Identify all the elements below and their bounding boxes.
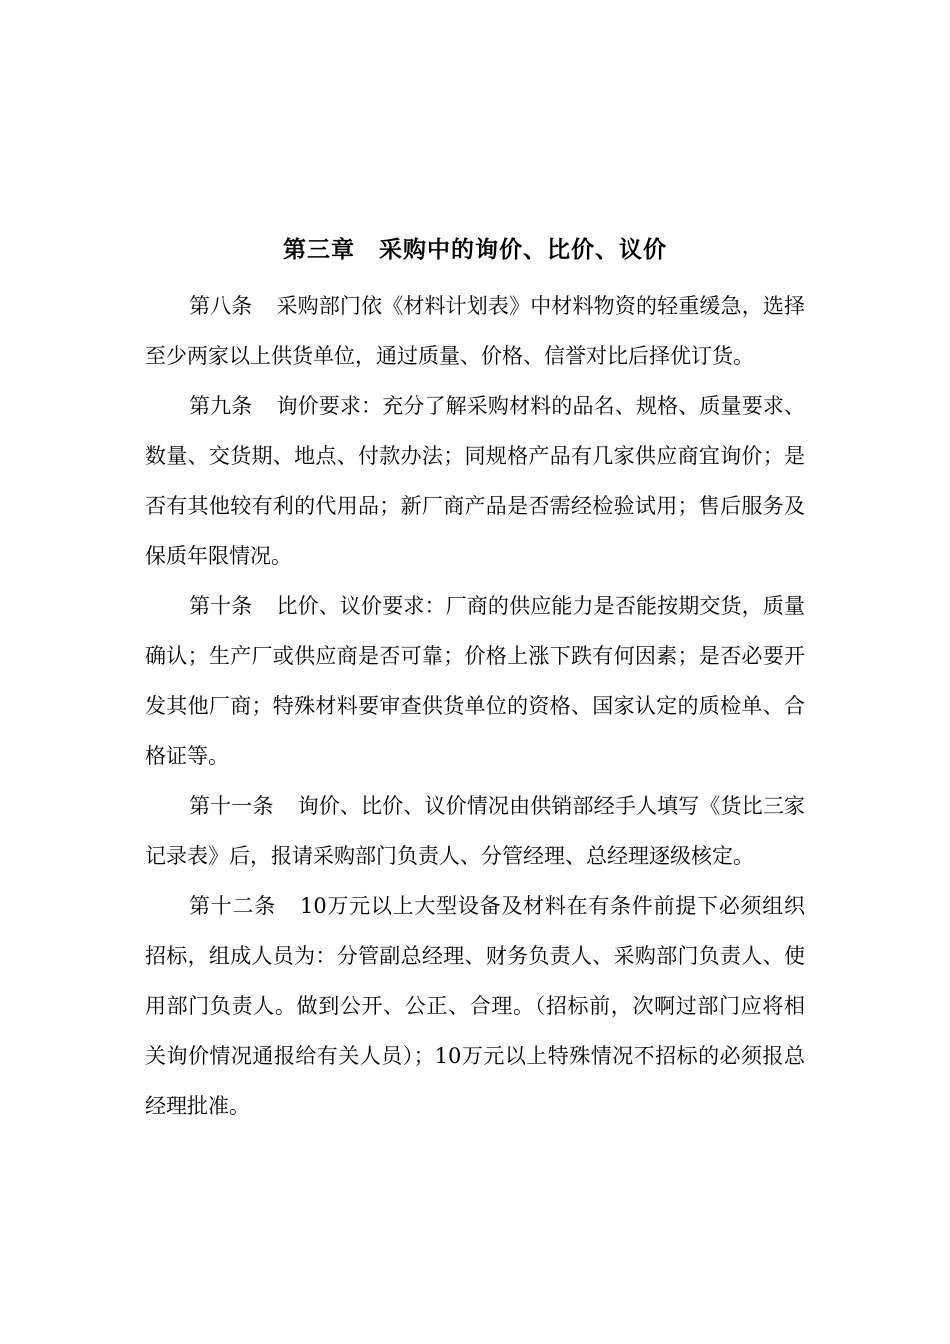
article-label: 第十一条 — [189, 794, 274, 818]
article-9 — [145, 381, 805, 581]
article-text: 10万元以上大型设备及材料在有条件前提下必须组织招标，组成人员为：分管副总经理、财务负责人、采购部门负责人、使用部门负责人。做到公开、公正、合理。（招标前，次啊过部门应将相关询价情况通报给有关人员）；10万元以上特殊情况不招标的必须报总经理批准。 — [145, 894, 805, 1118]
chapter-title: 第三章 采购中的询价、比价、议价 — [283, 236, 667, 263]
article-label: 第十条 — [189, 594, 253, 618]
article-10 — [145, 581, 805, 781]
article-8 — [145, 281, 805, 381]
article-text: 比价、议价要求：厂商的供应能力是否能按期交货，质量确认；生产厂或供应商是否可靠；价格上涨下跌有何因素；是否必要开发其他厂商；特殊材料要审查供货单位的资格、国家认定的质检单、合格证等。 — [145, 594, 806, 768]
article-text: 询价、比价、议价情况由供销部经手人填写《货比三家记录表》后，报请采购部门负责人、分管经理、总经理逐级核定。 — [145, 794, 805, 868]
article-label: 第八条 — [189, 294, 253, 318]
article-11 — [145, 781, 805, 881]
document-body — [145, 281, 805, 1131]
article-text: 采购部门依《材料计划表》中材料物资的轻重缓急，选择至少两家以上供货单位，通过质量、价格、信誉对比后择优订货。 — [145, 294, 806, 368]
article-label: 第十二条 — [189, 894, 276, 918]
article-label: 第九条 — [189, 394, 253, 418]
article-12 — [145, 881, 805, 1131]
article-text: 询价要求：充分了解采购材料的品名、规格、质量要求、数量、交货期、地点、付款办法；同规格产品有几家供应商宜询价；是否有其他较有利的代用品；新厂商产品是否需经检验试用；售后服务及保质年限情况。 — [145, 394, 806, 568]
